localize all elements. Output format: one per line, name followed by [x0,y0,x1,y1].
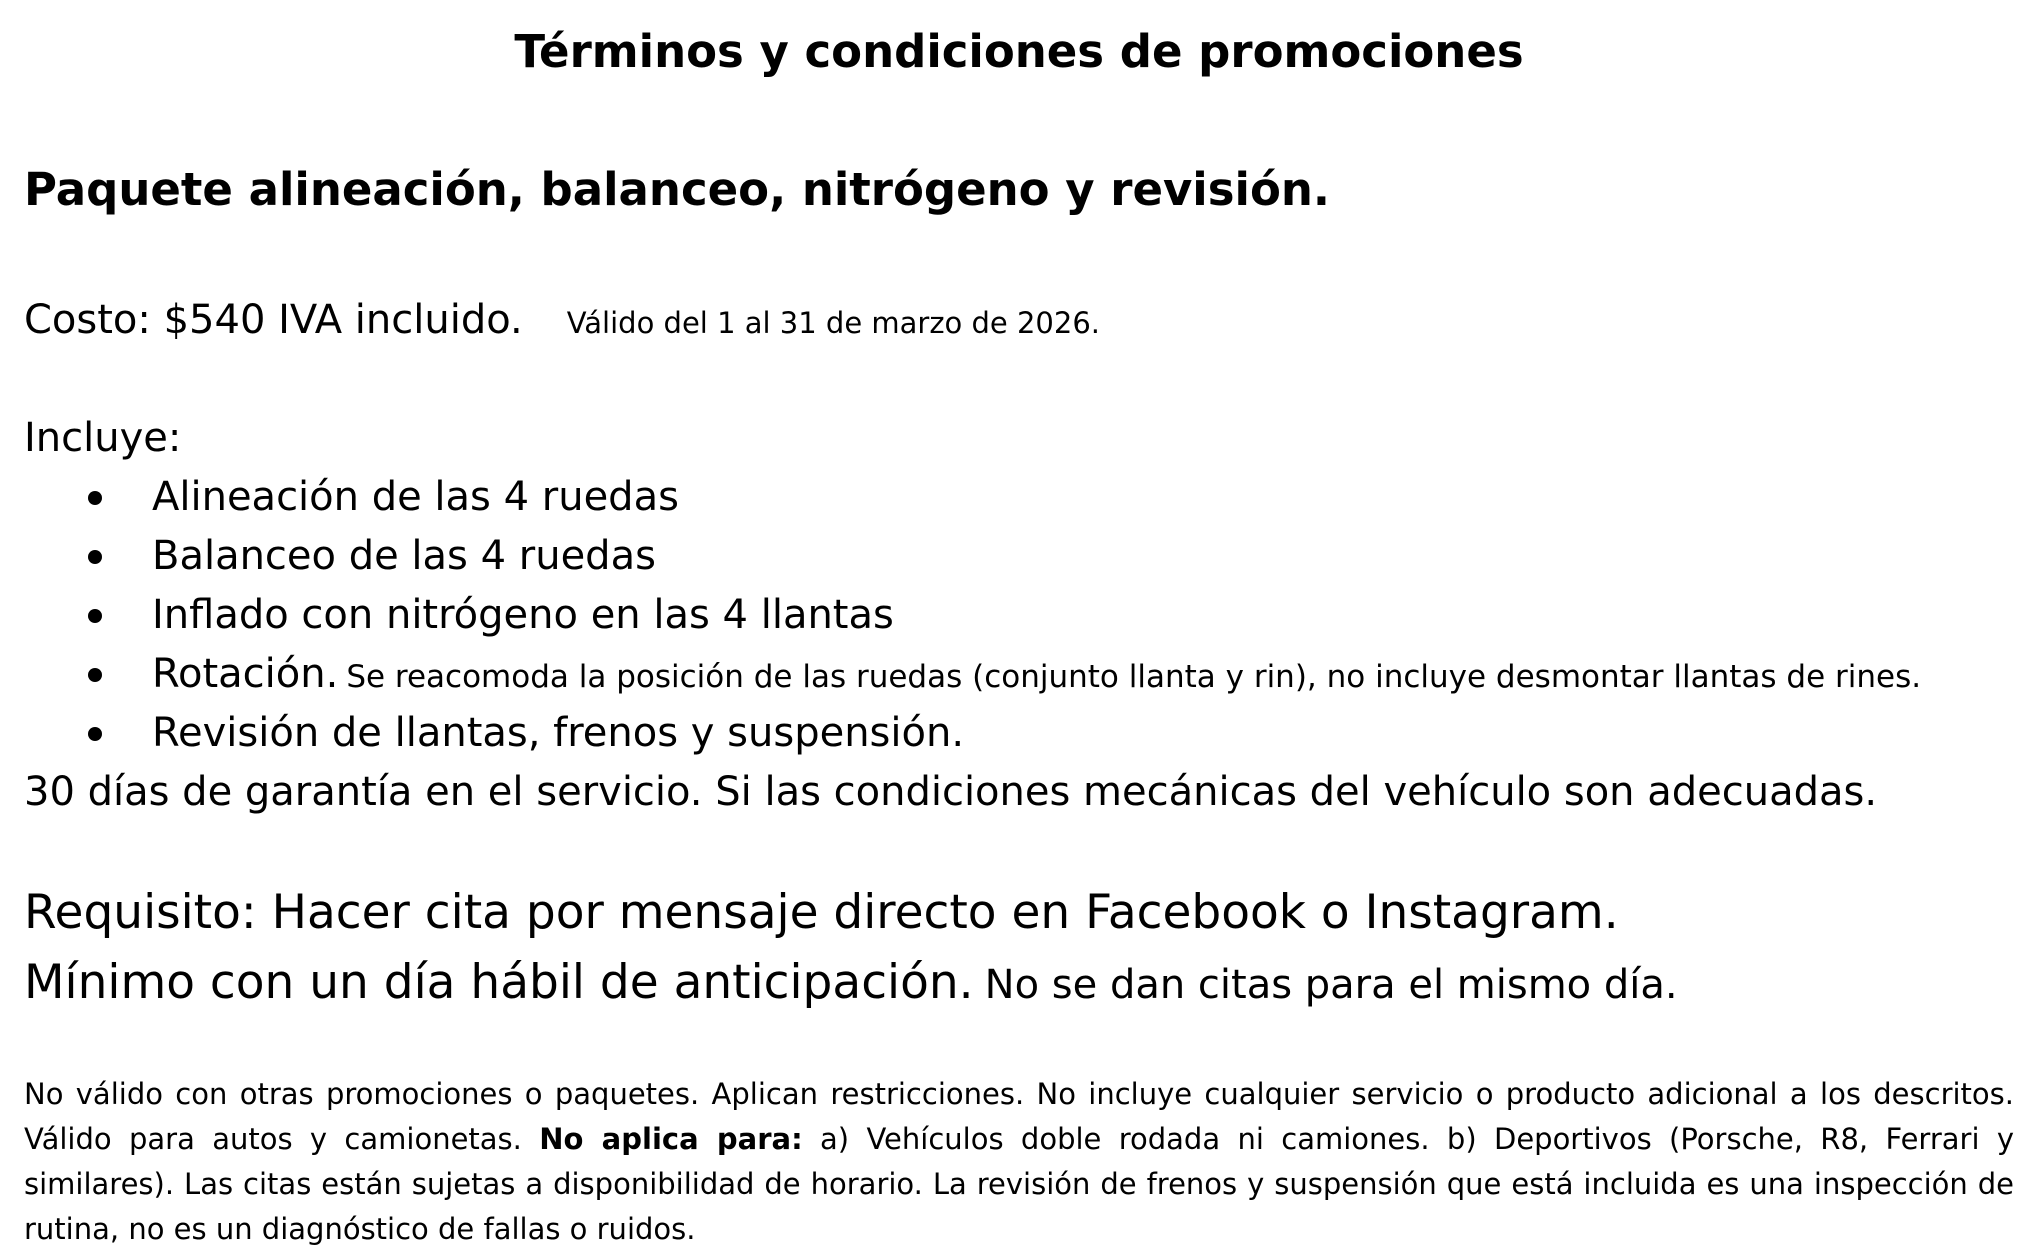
requirement-advance-text: Mínimo con un día hábil de anticipación. [24,955,974,1010]
list-item-note: Se reacomoda la posición de las ruedas (conjunto llanta y rin), no incluye desmontar llantas de rines. [346,659,1922,695]
fine-print-part2: a) Vehículos doble rodada ni camiones. b) Deportivos (Porsche, R8, Ferrari y similares). Las citas están sujetas a disponibilidad de horario. La revisión de frenos y suspensión que está incluida es una inspección de rutina, no es un diagnóstico de fallas o ruidos. [24,1122,2015,1246]
includes-label: Incluye: [24,415,182,461]
list-item [0,645,1921,704]
bullet-icon [88,491,102,505]
package-name: Paquete alineación, balanceo, nitrógeno y revisión. [24,163,1330,216]
list-item [0,527,1921,586]
list-item-text: Revisión de llantas, frenos y suspensión. [152,710,965,756]
list-item [0,468,1921,527]
requirement-same-day-note: No se dan citas para el mismo día. [984,962,1678,1008]
warranty-text: 30 días de garantía en el servicio. Si las condiciones mecánicas del vehículo son adecuadas. [24,769,1878,815]
fine-print-bold: No aplica para: [539,1122,803,1156]
bullet-icon [88,609,102,623]
validity-text: Válido del 1 al 31 de marzo de 2026. [566,306,1100,340]
list-item-text: Alineación de las 4 ruedas [152,474,679,520]
price-text: Costo: $540 IVA incluido. [24,297,523,343]
fine-print [24,1072,2014,1252]
price-line [24,290,1100,358]
bullet-icon [88,668,102,682]
list-item-text: Rotación. [152,651,339,697]
page-title: Términos y condiciones de promociones [514,25,1524,78]
bullet-icon [88,727,102,741]
requirement-line: Requisito: Hacer cita por mensaje directo en Facebook o Instagram. [24,885,1619,940]
list-item-text: Balanceo de las 4 ruedas [152,533,656,579]
bullet-icon [88,550,102,564]
list-item [0,704,1921,763]
fine-print-part1: No válido con otras promociones o paquetes. Aplican restricciones. No incluye cualquier servicio o producto adicional a los descritos. Válido para autos y camionetas. [24,1077,2014,1156]
includes-list [0,468,1921,763]
requirement-notice [24,948,1678,1028]
list-item [0,586,1921,645]
list-item-text: Inflado con nitrógeno en las 4 llantas [152,592,894,638]
